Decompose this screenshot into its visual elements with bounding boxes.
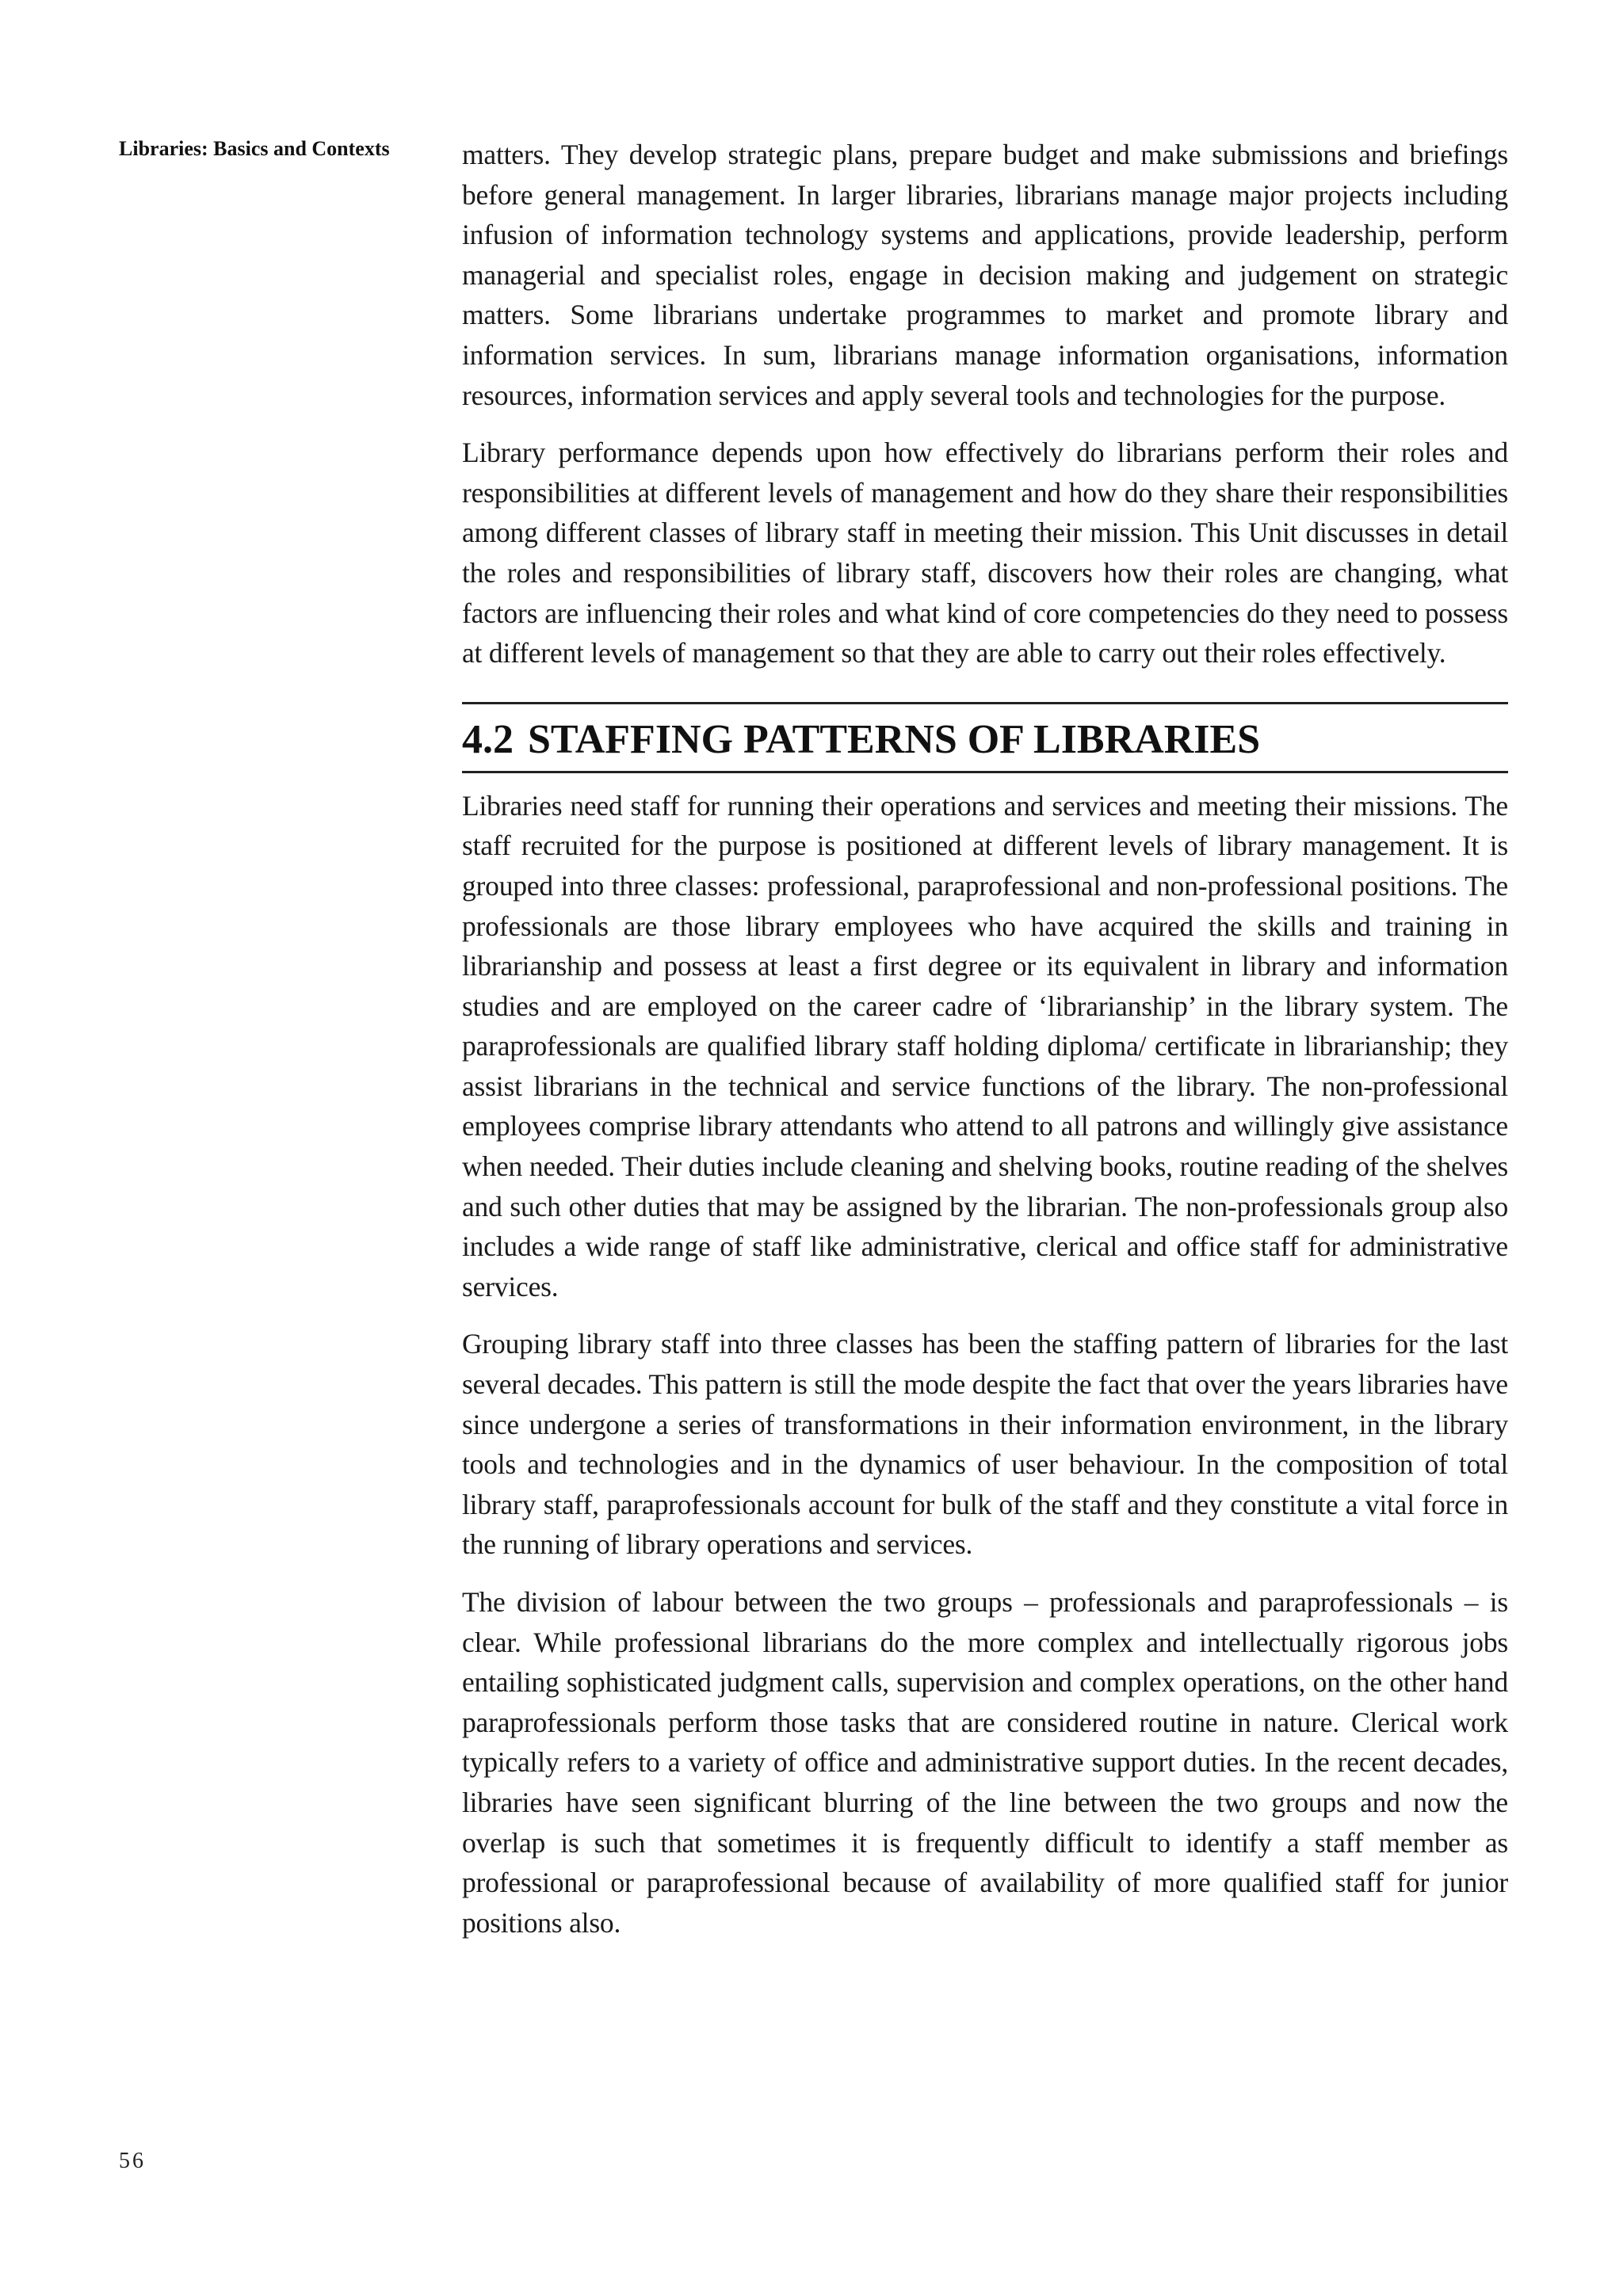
body-paragraph: The division of labour between the two groups – professionals and paraprofessionals – is clear. While professional librarians do the more complex and intellectually rigorous jobs entailing sophisticated judgment calls, supervision and complex operations, on the other hand paraprofessionals perform those tasks that are considered routine in nature. Clerical work typically refers to a variety of office and administrative support duties. In the recent decades, libraries have seen significant blurring of the line between the two groups and now the overlap is such that sometimes it is frequently difficult to identify a staff member as professional or paraprofessional because of availability of more qualified staff for junior positions also.: [462, 1586, 1508, 1939]
body-paragraph: Grouping library staff into three classes has been the staffing pattern of libraries for the last several decades. This pattern is still the mode despite the fact that over the years libraries have since undergone a series of transformations in their information environment, in the library tools and technologies and in the dynamics of user behaviour. In the composition of total library staff, paraprofessionals account for bulk of the staff and they constitute a vital force in the running of library operations and services.: [462, 1328, 1508, 1561]
body-paragraph: matters. They develop strategic plans, prepare budget and make submissions and briefings before general management. In larger libraries, librarians manage major projects including infusion of information technology systems and applications, provide leadership, perform managerial and specialist roles, engage in decision making and judgement on strategic matters. Some librarians undertake programmes to market and promote library and information services. In sum, librarians manage information organisations, information resources, information services and apply several tools and technologies for the purpose.: [462, 139, 1508, 411]
section-number: 4.2: [462, 716, 514, 762]
body-paragraph: Library performance depends upon how effectively do librarians perform their roles and responsibilities at different levels of management and how do they share their responsibilities among different classes of library staff in meeting their mission. This Unit discusses in detail the roles and responsibilities of library staff, discovers how their roles are changing, what factors are influencing their roles and what kind of core competencies do they need to possess at different levels of management so that they are able to carry out their roles effectively.: [462, 437, 1508, 669]
section-heading: [462, 704, 1508, 773]
main-text-column: [462, 135, 1508, 1960]
body-paragraph: Libraries need staff for running their operations and services and meeting their missions. The staff recruited for the purpose is positioned at different levels of library management. It is grouped into three classes: professional, paraprofessional and non-professional positions. The professionals are those library employees who have acquired the skills and training in librarianship and possess at least a first degree or its equivalent in library and information studies and are employed on the career cadre of ‘librarianship’ in the library system. The paraprofessionals are qualified library staff holding diploma/ certificate in librarianship; they assist librarians in the technical and service functions of the library. The non-professional employees comprise library attendants who attend to all patrons and willingly give assistance when needed. Their duties include cleaning and shelving books, routine reading of the shelves and such other duties that may be assigned by the librarian. The non-professionals group also includes a wide range of staff like administrative, clerical and office staff for administrative services.: [462, 789, 1508, 1302]
running-head: Libraries: Basics and Contexts: [119, 137, 390, 160]
page-number: 56: [119, 2149, 146, 2173]
section-title: STAFFING PATTERNS OF LIBRARIES: [528, 716, 1261, 762]
